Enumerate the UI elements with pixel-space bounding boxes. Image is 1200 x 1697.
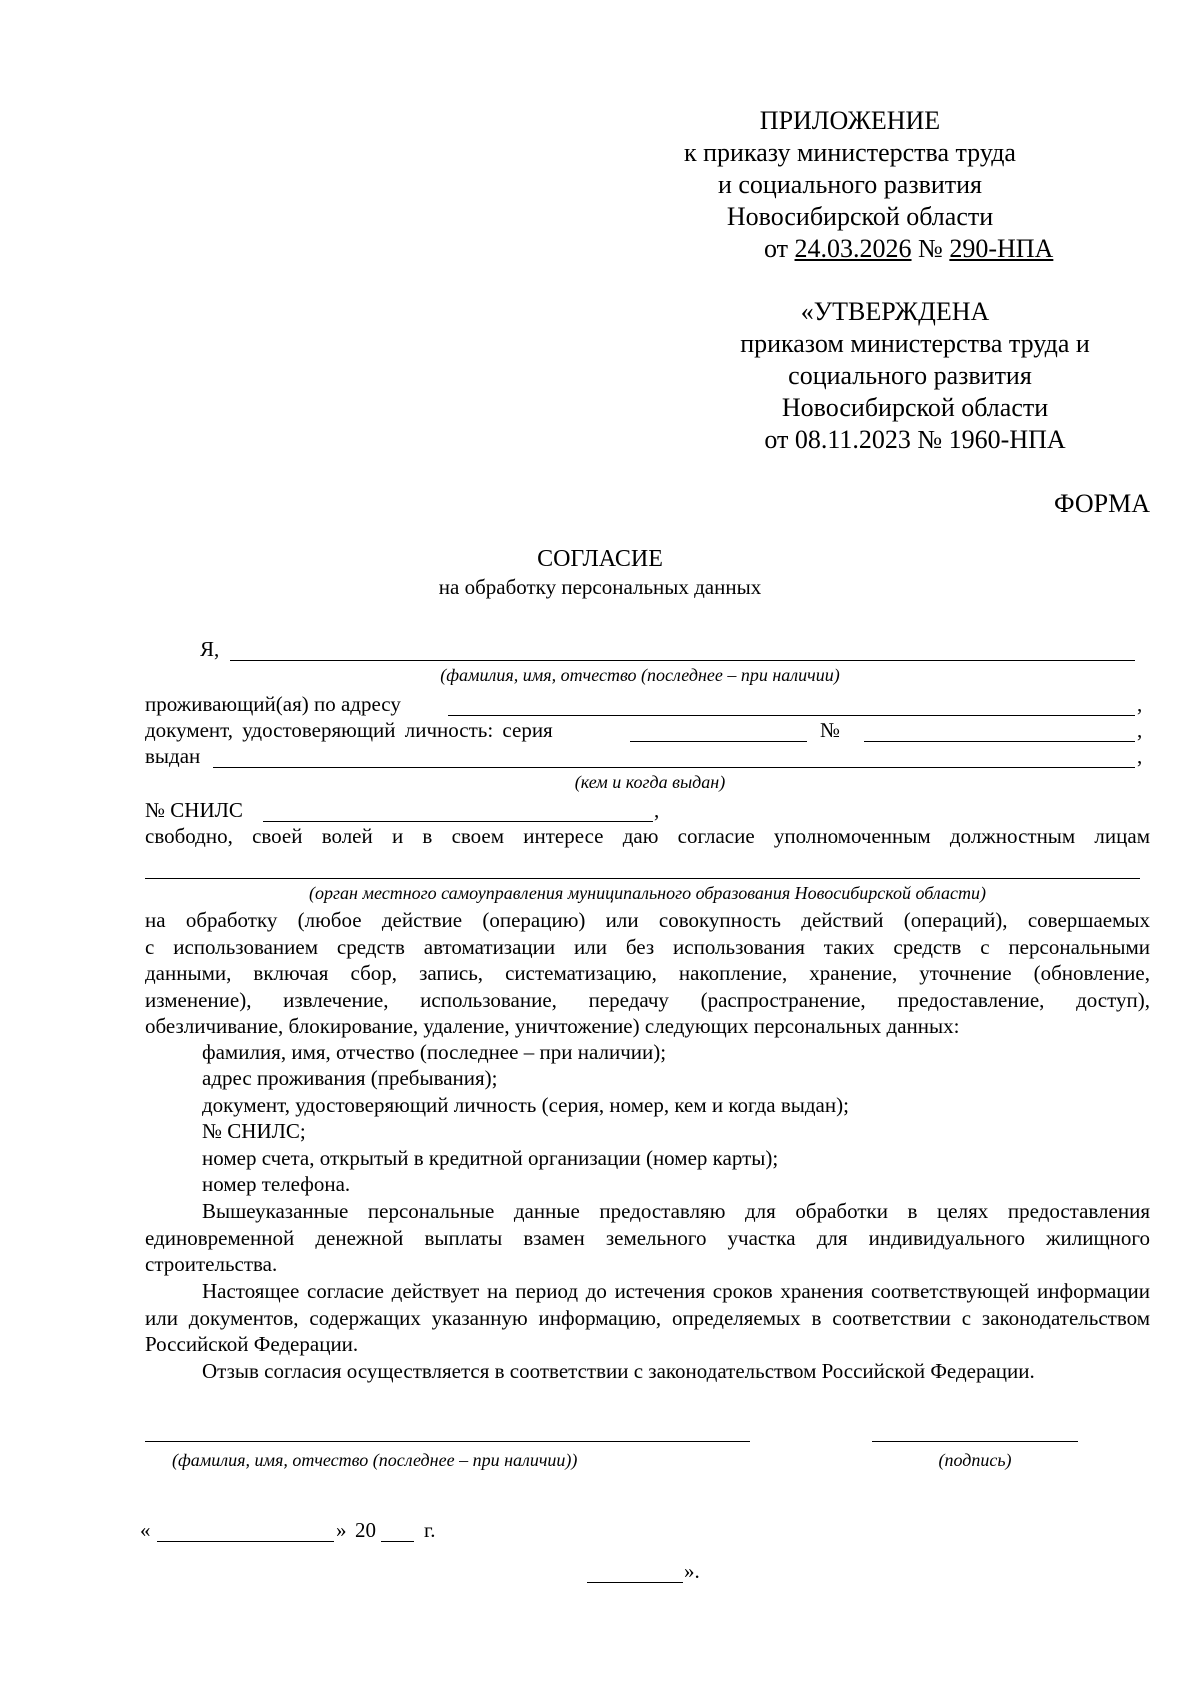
- approved-title: «УТВЕРЖДЕНА: [800, 297, 990, 326]
- appendix-number-sign: №: [918, 234, 943, 263]
- appendix-order-ref: [764, 233, 1053, 265]
- fio-line: [230, 660, 1135, 661]
- org-caption: (орган местного самоуправления муниципального образования Новосибирской области): [309, 883, 986, 903]
- snils-line: [263, 821, 653, 822]
- approved-line1: приказом министерства труда и: [740, 329, 1090, 358]
- processing-line-2: с использованием средств автоматизации или без использования таких средств с персональными: [145, 934, 1150, 959]
- doc-number-line: [864, 741, 1135, 742]
- appendix-line3: Новосибирской области: [726, 202, 994, 231]
- org-line: [145, 878, 1140, 879]
- approved-line2: социального развития: [788, 361, 1032, 390]
- date-year-line: [381, 1541, 414, 1542]
- appendix-order-number: 290-НПА: [949, 234, 1054, 263]
- issued-line: [213, 767, 1135, 768]
- processing-line-5: обезличивание, блокирование, удаление, уничтожение) следующих персональных данных:: [145, 1014, 960, 1038]
- address-label: проживающий(ая) по адресу: [145, 692, 401, 716]
- address-comma: ,: [1137, 692, 1143, 716]
- i-label: Я,: [200, 637, 220, 661]
- issued-label: выдан: [145, 744, 201, 768]
- list-item: фамилия, имя, отчество (последнее – при наличии);: [202, 1040, 667, 1064]
- validity-text: Настоящее согласие действует на период до истечения сроков хранения соответствующей информации или документов, содержащих указанную информацию, определяемых в соответствии с законодательством Российской Федерации.: [145, 1279, 1150, 1356]
- doc-comma: ,: [1137, 718, 1143, 742]
- date-century: 20: [355, 1518, 376, 1542]
- list-item: номер телефона.: [202, 1172, 351, 1197]
- list-item: адрес проживания (пребывания);: [202, 1066, 498, 1091]
- date-day-month-line: [157, 1541, 334, 1542]
- form-label: ФОРМА: [1054, 489, 1150, 518]
- appendix-line2: и социального развития: [717, 170, 983, 199]
- appendix-line1: к приказу министерства труда: [684, 138, 1016, 167]
- signature-fio-line: [145, 1441, 750, 1442]
- processing-line-3: данными, включая сбор, запись, систематизацию, накопление, хранение, уточнение (обновление,: [145, 961, 1150, 985]
- doc-number-sign: №: [820, 718, 841, 742]
- fio-caption: (фамилия, имя, отчество (последнее – при наличии): [440, 665, 840, 685]
- approved-line3: Новосибирской области: [781, 393, 1049, 422]
- revocation-paragraph: [145, 1358, 1150, 1385]
- signature-fio-caption: (фамилия, имя, отчество (последнее – при наличии)): [172, 1450, 578, 1470]
- signature-line: [872, 1441, 1078, 1442]
- address-line: [448, 715, 1135, 716]
- doc-label: документ, удостоверяющий личность: серия: [145, 718, 553, 742]
- list-item: документ, удостоверяющий личность (серия, номер, кем и когда выдан);: [202, 1092, 849, 1117]
- date-year-suffix: г.: [424, 1518, 436, 1542]
- purpose-paragraph: [145, 1198, 1150, 1278]
- appendix-order-date: 24.03.2026: [794, 234, 912, 263]
- doc-series-line: [630, 741, 807, 742]
- purpose-text: Вышеуказанные персональные данные предоставляю для обработки в целях предоставления единовременной денежной выплаты взамен земельного участка для индивидуального жилищного строительства.: [145, 1199, 1150, 1276]
- issued-caption: (кем и когда выдан): [574, 772, 726, 792]
- processing-line-1: на обработку (любое действие (операцию) или совокупность действий (операций), совершаемых: [145, 908, 1150, 932]
- closing-mark: ».: [684, 1559, 700, 1583]
- doc-subtitle: на обработку персональных данных: [438, 575, 762, 599]
- validity-paragraph: [145, 1278, 1150, 1358]
- appendix-from-prefix: от: [764, 234, 789, 263]
- date-close-quote: »: [336, 1518, 347, 1542]
- snils-comma: ,: [654, 798, 660, 822]
- appendix-title: ПРИЛОЖЕНИЕ: [759, 106, 941, 135]
- snils-label: № СНИЛС: [145, 798, 243, 822]
- date-open-quote: «: [140, 1518, 151, 1542]
- consent-line: свободно, своей волей и в своем интересе даю согласие уполномоченным должностным лицам: [145, 824, 1150, 848]
- approved-line4: от 08.11.2023 № 1960-НПА: [764, 425, 1066, 454]
- personal-data-list: [202, 1039, 849, 1197]
- issued-comma: ,: [1137, 744, 1143, 768]
- processing-line-4: изменение), извлечение, использование, передачу (распространение, предоставление, доступ),: [145, 987, 1150, 1012]
- list-item: № СНИЛС;: [202, 1119, 306, 1144]
- signature-caption: (подпись): [938, 1450, 1012, 1470]
- list-item: номер счета, открытый в кредитной организации (номер карты);: [202, 1145, 779, 1170]
- revocation-text: Отзыв согласия осуществляется в соответствии с законодательством Российской Федерации.: [202, 1359, 1035, 1383]
- doc-title: СОГЛАСИЕ: [537, 546, 663, 572]
- closing-line: [587, 1582, 683, 1583]
